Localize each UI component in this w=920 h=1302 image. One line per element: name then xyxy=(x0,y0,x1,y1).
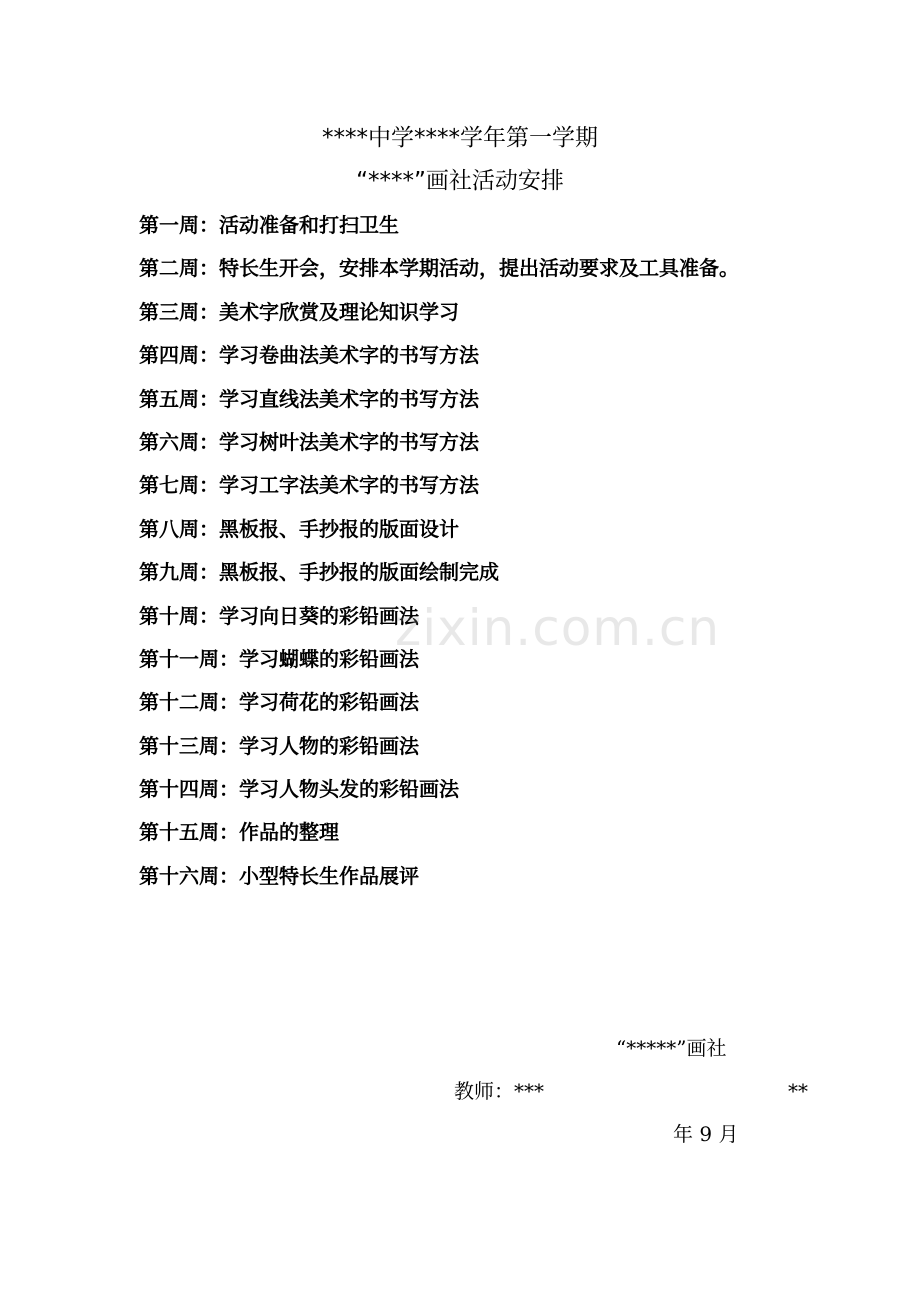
document-title: ****中学****学年第一学期 xyxy=(322,125,598,151)
signature-date: 年 9 月 xyxy=(673,1122,739,1146)
schedule-item-week-7 xyxy=(139,470,739,513)
week-label: 第六周： xyxy=(139,429,219,454)
week-label: 第十五周： xyxy=(139,820,239,845)
week-activity: 学习卷曲法美术字的书写方法 xyxy=(219,343,479,368)
weekly-schedule-list xyxy=(139,210,739,904)
schedule-item-week-3 xyxy=(139,297,739,340)
week-activity: 学习直线法美术字的书写方法 xyxy=(219,386,479,411)
week-activity: 小型特长生作品展评 xyxy=(239,863,419,888)
week-activity: 特长生开会，安排本学期活动，提出活动要求及工具准备。 xyxy=(219,256,739,281)
schedule-item-week-8 xyxy=(139,514,739,557)
schedule-item-week-6 xyxy=(139,427,739,470)
week-activity: 学习荷花的彩铅画法 xyxy=(239,690,419,715)
schedule-item-week-5 xyxy=(139,384,739,427)
week-activity: 活动准备和打扫卫生 xyxy=(219,213,399,237)
watermark: zixin.com.cn xyxy=(395,599,721,657)
schedule-item-week-15 xyxy=(139,817,739,860)
week-activity: 黑板报、手抄报的版面绘制完成 xyxy=(219,560,499,585)
week-label: 第三周： xyxy=(139,299,219,324)
week-label: 第十四周： xyxy=(139,777,239,802)
week-label: 第八周： xyxy=(139,516,219,541)
week-label: 第十三周： xyxy=(139,733,239,758)
week-activity: 学习树叶法美术字的书写方法 xyxy=(219,429,479,454)
week-label: 第十六周： xyxy=(139,863,239,888)
week-activity: 作品的整理 xyxy=(239,820,339,845)
week-activity: 美术字欣赏及理论知识学习 xyxy=(219,299,459,324)
week-label: 第十二周： xyxy=(139,690,239,715)
schedule-item-week-13 xyxy=(139,731,739,774)
week-label: 第二周： xyxy=(139,256,219,281)
club-signature: “*****”画社 xyxy=(616,1036,727,1060)
week-activity: 学习人物头发的彩铅画法 xyxy=(239,777,459,802)
week-activity: 学习工字法美术字的书写方法 xyxy=(219,473,479,498)
week-activity: 黑板报、手抄报的版面设计 xyxy=(219,516,459,541)
week-label: 第十周： xyxy=(139,603,219,628)
document-subtitle: “****”画社活动安排 xyxy=(356,168,564,194)
schedule-item-week-12 xyxy=(139,687,739,730)
week-label: 第一周： xyxy=(139,213,219,237)
week-label: 第五周： xyxy=(139,386,219,411)
week-label: 第九周： xyxy=(139,560,219,585)
week-activity: 学习蝴蝶的彩铅画法 xyxy=(239,646,419,671)
week-activity: 学习人物的彩铅画法 xyxy=(239,733,419,758)
schedule-item-week-2 xyxy=(139,253,739,296)
teacher-signature: 教师：*** xyxy=(454,1079,544,1103)
week-activity: 学习向日葵的彩铅画法 xyxy=(219,603,419,628)
week-label: 第十一周： xyxy=(139,646,239,671)
schedule-item-week-9 xyxy=(139,557,739,600)
schedule-item-week-1 xyxy=(139,210,739,253)
schedule-item-week-4 xyxy=(139,340,739,383)
year-placeholder: ** xyxy=(788,1079,808,1103)
schedule-item-week-14 xyxy=(139,774,739,817)
schedule-item-week-16 xyxy=(139,861,739,904)
week-label: 第七周： xyxy=(139,473,219,498)
week-label: 第四周： xyxy=(139,343,219,368)
